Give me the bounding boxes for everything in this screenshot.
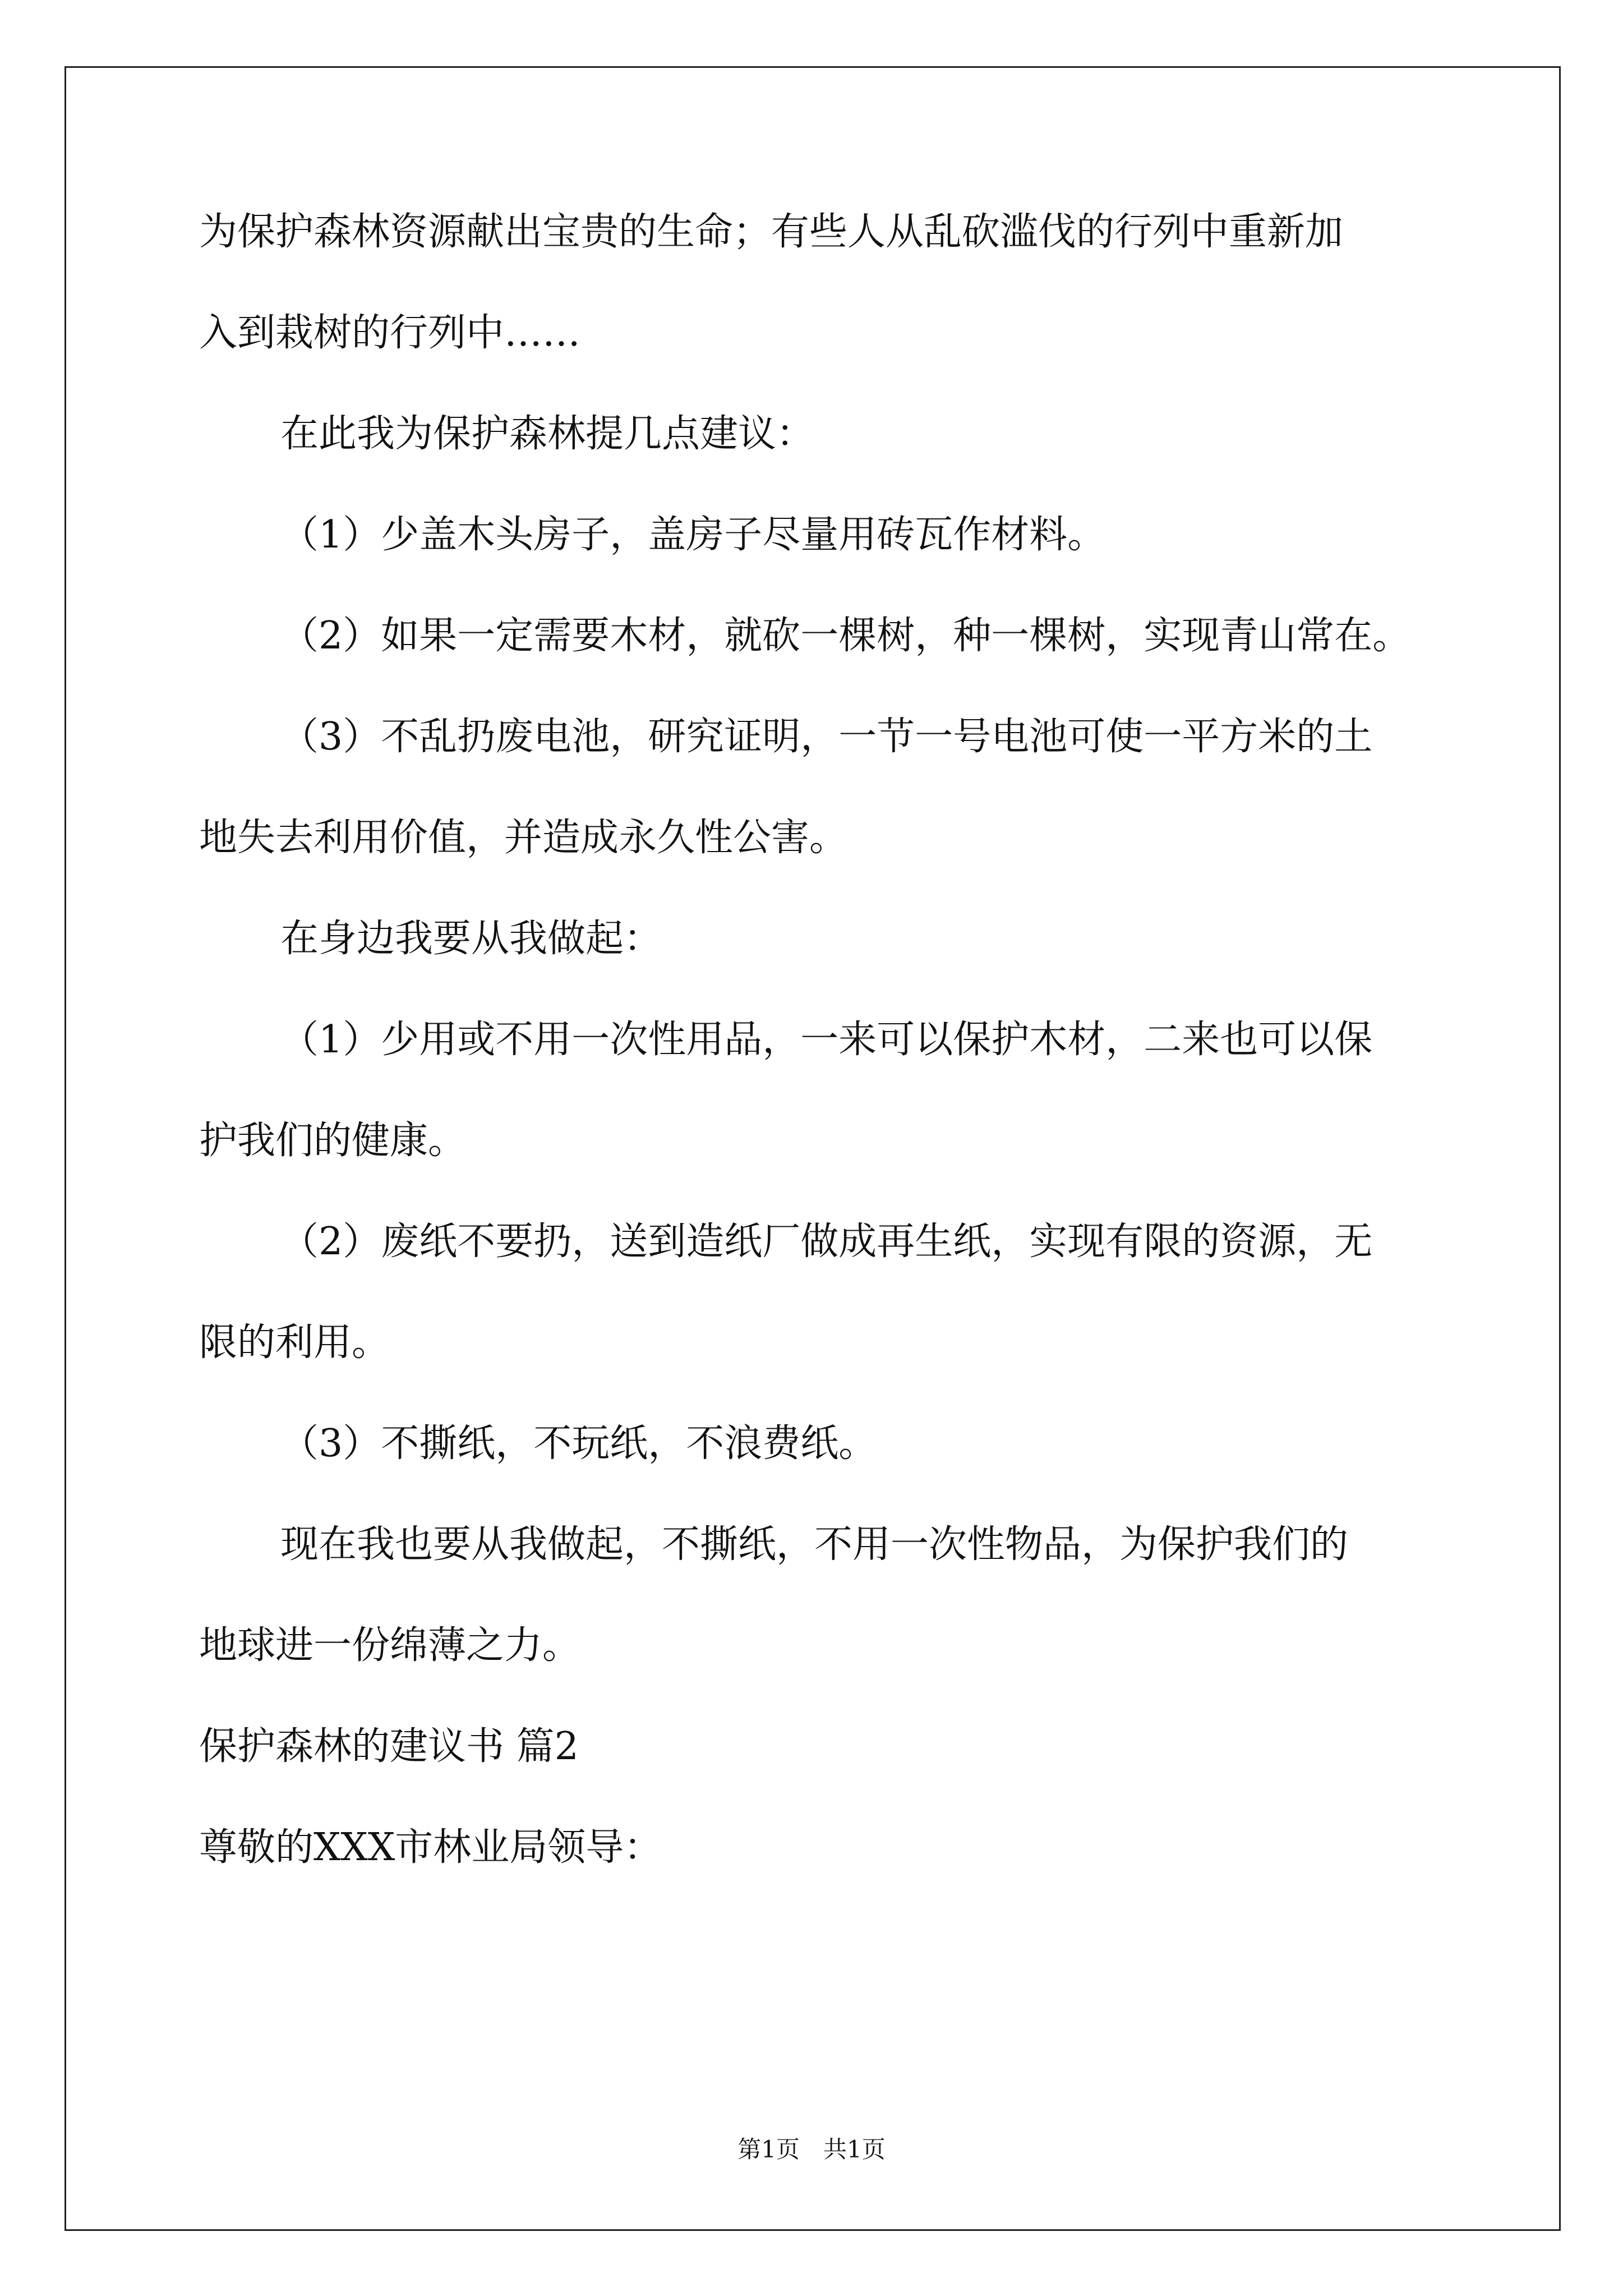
text-line: 现在我也要从我做起，不撕纸，不用一次性物品，为保护我们的 bbox=[280, 1524, 1349, 1567]
text-line: 护我们的健康。 bbox=[199, 1120, 467, 1163]
text-line: （3）不撕纸，不玩纸，不浪费纸。 bbox=[280, 1423, 877, 1466]
text-line: 在此我为保护森林提几点建议： bbox=[280, 413, 815, 456]
text-line: 地失去利用价值，并造成永久性公害。 bbox=[199, 817, 848, 860]
salutation: 尊敬的XXX市林业局领导： bbox=[199, 1826, 662, 1870]
text-line: 为保护森林资源献出宝贵的生命；有些人从乱砍滥伐的行列中重新加 bbox=[199, 211, 1344, 254]
document-body bbox=[199, 211, 1433, 1927]
text-line: （1）少盖木头房子，盖房子尽量用砖瓦作材料。 bbox=[280, 514, 1106, 557]
text-line: 地球进一份绵薄之力。 bbox=[199, 1625, 581, 1668]
text-line: （3）不乱扔废电池，研究证明，一节一号电池可使一平方米的土 bbox=[280, 716, 1373, 759]
text-line: 限的利用。 bbox=[199, 1322, 390, 1365]
text-line: 入到栽树的行列中…… bbox=[199, 312, 581, 355]
section-heading: 保护森林的建议书 篇2 bbox=[199, 1726, 579, 1769]
text-line: （2）如果一定需要木材，就砍一棵树，种一棵树，实现青山常在。 bbox=[280, 615, 1411, 658]
page-footer: 第1页 共1页 bbox=[737, 2136, 886, 2163]
text-line: （2）废纸不要扔，送到造纸厂做成再生纸，实现有限的资源，无 bbox=[280, 1221, 1373, 1264]
text-line: （1）少用或不用一次性用品，一来可以保护木材，二来也可以保 bbox=[280, 1019, 1373, 1062]
text-line: 在身边我要从我做起： bbox=[280, 918, 662, 961]
